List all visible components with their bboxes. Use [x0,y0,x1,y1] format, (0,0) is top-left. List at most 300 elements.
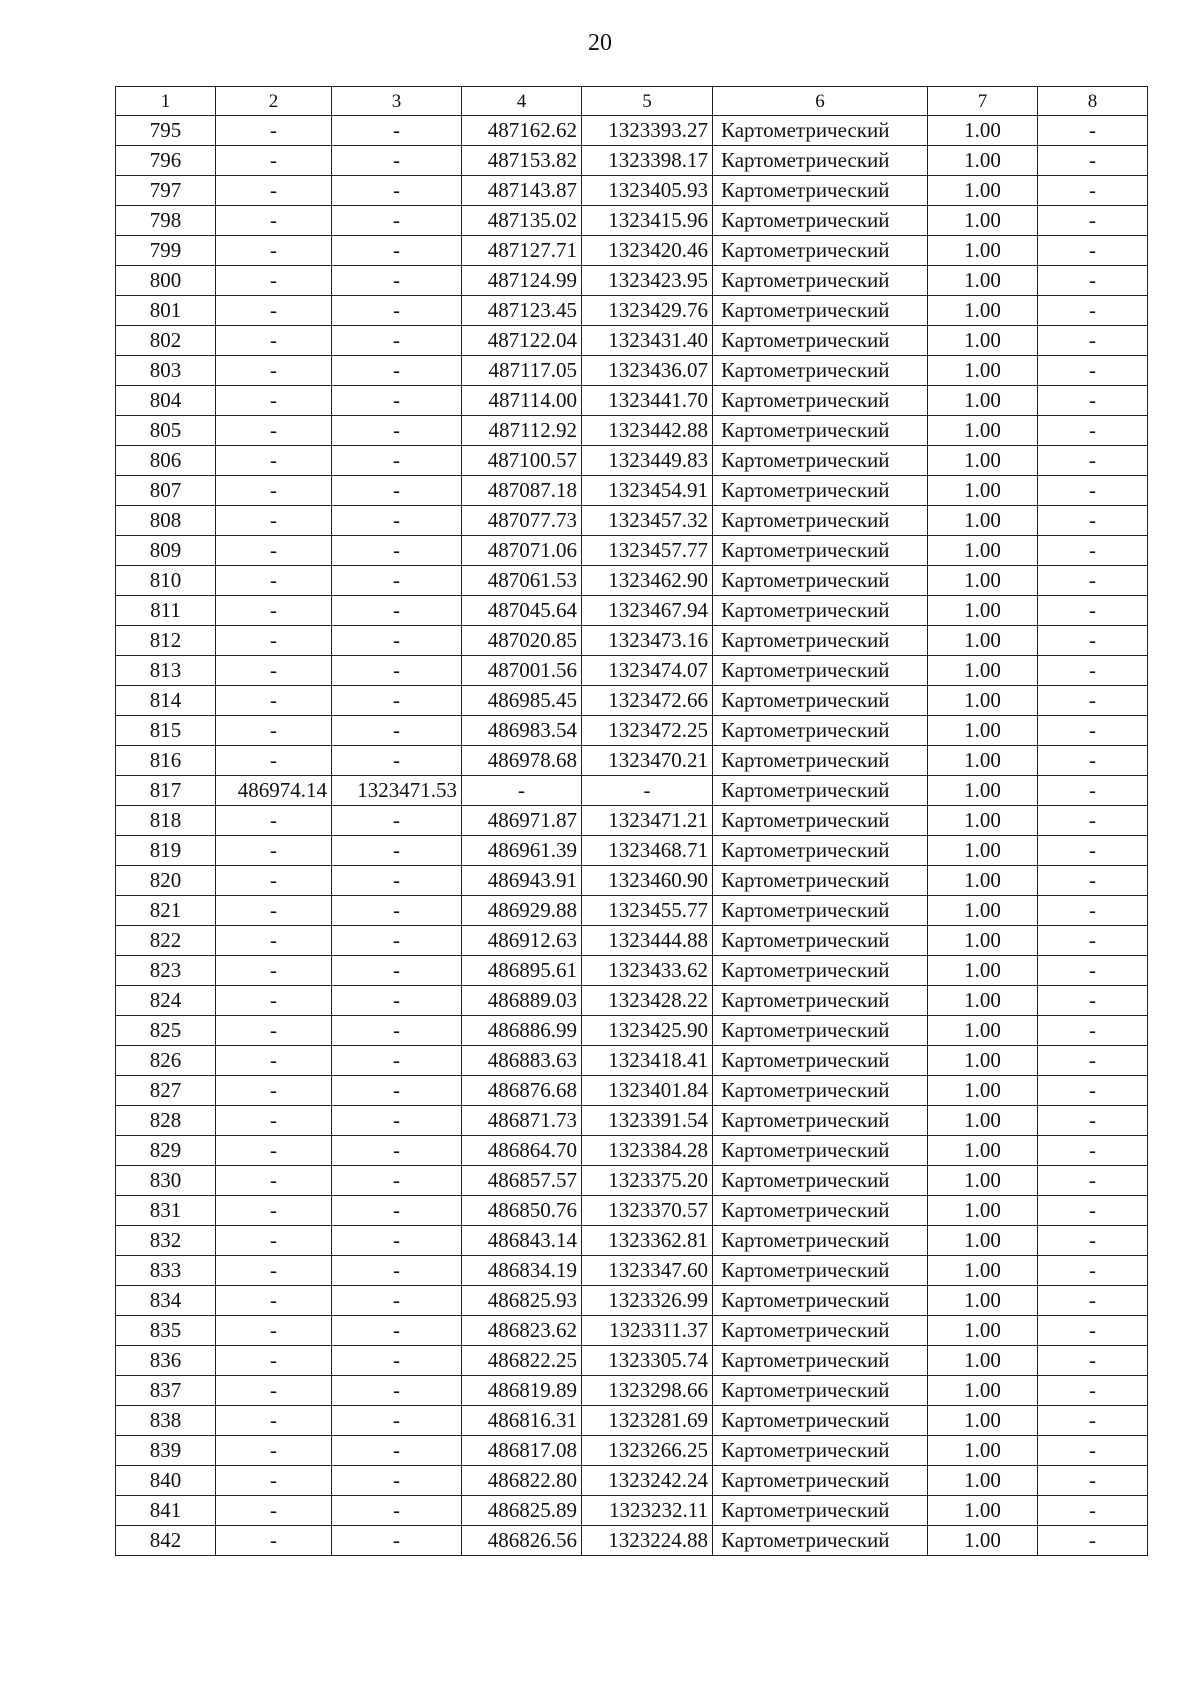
y-old-cell: - [332,1076,462,1106]
table-row [116,1286,1148,1316]
x-old-cell: - [216,1226,332,1256]
column-header-6: 6 [713,87,928,116]
y-new-cell: 1323393.27 [582,116,713,146]
y-new-cell: - [582,776,713,806]
table-row [116,896,1148,926]
x-new-cell: 487135.02 [462,206,582,236]
accuracy-cell: 1.00 [928,836,1038,866]
point-number-cell: 831 [116,1196,216,1226]
x-new-cell: 486817.08 [462,1436,582,1466]
method-cell: Картометрический [713,1106,928,1136]
point-number-cell: 808 [116,506,216,536]
y-new-cell: 1323460.90 [582,866,713,896]
x-new-cell: 487077.73 [462,506,582,536]
x-new-cell: 486819.89 [462,1376,582,1406]
y-old-cell: - [332,1226,462,1256]
point-number-cell: 833 [116,1256,216,1286]
description-cell: - [1038,1166,1148,1196]
accuracy-cell: 1.00 [928,176,1038,206]
description-cell: - [1038,1436,1148,1466]
accuracy-cell: 1.00 [928,296,1038,326]
method-cell: Картометрический [713,1346,928,1376]
point-number-cell: 825 [116,1016,216,1046]
table-row [116,1526,1148,1556]
description-cell: - [1038,356,1148,386]
accuracy-cell: 1.00 [928,566,1038,596]
method-cell: Картометрический [713,386,928,416]
x-old-cell: - [216,686,332,716]
description-cell: - [1038,1406,1148,1436]
accuracy-cell: 1.00 [928,1466,1038,1496]
y-old-cell: - [332,1406,462,1436]
table-row [116,1166,1148,1196]
y-old-cell: - [332,326,462,356]
point-number-cell: 841 [116,1496,216,1526]
y-new-cell: 1323425.90 [582,1016,713,1046]
x-old-cell: - [216,146,332,176]
accuracy-cell: 1.00 [928,1046,1038,1076]
method-cell: Картометрический [713,1526,928,1556]
point-number-cell: 821 [116,896,216,926]
y-old-cell: - [332,716,462,746]
x-old-cell: - [216,536,332,566]
y-old-cell: - [332,1466,462,1496]
point-number-cell: 801 [116,296,216,326]
y-new-cell: 1323429.76 [582,296,713,326]
point-number-cell: 802 [116,326,216,356]
x-new-cell: 487061.53 [462,566,582,596]
y-new-cell: 1323384.28 [582,1136,713,1166]
x-old-cell: - [216,1286,332,1316]
method-cell: Картометрический [713,836,928,866]
y-old-cell: - [332,1196,462,1226]
description-cell: - [1038,386,1148,416]
accuracy-cell: 1.00 [928,1526,1038,1556]
description-cell: - [1038,926,1148,956]
y-old-cell: - [332,836,462,866]
y-new-cell: 1323428.22 [582,986,713,1016]
x-new-cell: 486971.87 [462,806,582,836]
y-new-cell: 1323472.66 [582,686,713,716]
y-new-cell: 1323457.77 [582,536,713,566]
method-cell: Картометрический [713,1076,928,1106]
accuracy-cell: 1.00 [928,896,1038,926]
point-number-cell: 807 [116,476,216,506]
y-old-cell: - [332,896,462,926]
table-row [116,1496,1148,1526]
y-old-cell: - [332,686,462,716]
x-old-cell: - [216,1046,332,1076]
y-new-cell: 1323423.95 [582,266,713,296]
description-cell: - [1038,986,1148,1016]
point-number-cell: 795 [116,116,216,146]
column-header-3: 3 [332,87,462,116]
y-new-cell: 1323391.54 [582,1106,713,1136]
y-old-cell: - [332,1436,462,1466]
description-cell: - [1038,686,1148,716]
y-old-cell: - [332,296,462,326]
x-new-cell: 487114.00 [462,386,582,416]
y-old-cell: - [332,416,462,446]
description-cell: - [1038,206,1148,236]
column-header-1: 1 [116,87,216,116]
point-number-cell: 813 [116,656,216,686]
description-cell: - [1038,266,1148,296]
x-new-cell: 486929.88 [462,896,582,926]
y-old-cell: - [332,1016,462,1046]
x-old-cell: - [216,506,332,536]
table-row [116,1376,1148,1406]
point-number-cell: 799 [116,236,216,266]
description-cell: - [1038,1496,1148,1526]
y-old-cell: - [332,1316,462,1346]
x-old-cell: - [216,1016,332,1046]
x-old-cell: - [216,386,332,416]
y-old-cell: - [332,1046,462,1076]
y-old-cell: - [332,356,462,386]
x-old-cell: - [216,1316,332,1346]
y-old-cell: - [332,1136,462,1166]
method-cell: Картометрический [713,476,928,506]
accuracy-cell: 1.00 [928,746,1038,776]
method-cell: Картометрический [713,266,928,296]
description-cell: - [1038,716,1148,746]
point-number-cell: 824 [116,986,216,1016]
point-number-cell: 828 [116,1106,216,1136]
x-old-cell: - [216,1346,332,1376]
description-cell: - [1038,896,1148,926]
y-new-cell: 1323454.91 [582,476,713,506]
table-row [116,266,1148,296]
table-row [116,236,1148,266]
y-old-cell: - [332,1526,462,1556]
table-row [116,1346,1148,1376]
description-cell: - [1038,506,1148,536]
description-cell: - [1038,476,1148,506]
accuracy-cell: 1.00 [928,116,1038,146]
table-header-row [116,87,1148,116]
y-new-cell: 1323436.07 [582,356,713,386]
method-cell: Картометрический [713,626,928,656]
method-cell: Картометрический [713,1166,928,1196]
x-old-cell: - [216,326,332,356]
description-cell: - [1038,1106,1148,1136]
x-new-cell: 486857.57 [462,1166,582,1196]
accuracy-cell: 1.00 [928,1256,1038,1286]
point-number-cell: 818 [116,806,216,836]
method-cell: Картометрический [713,1466,928,1496]
point-number-cell: 820 [116,866,216,896]
method-cell: Картометрический [713,806,928,836]
accuracy-cell: 1.00 [928,1376,1038,1406]
accuracy-cell: 1.00 [928,236,1038,266]
y-old-cell: 1323471.53 [332,776,462,806]
method-cell: Картометрический [713,956,928,986]
accuracy-cell: 1.00 [928,476,1038,506]
accuracy-cell: 1.00 [928,146,1038,176]
x-new-cell: 487071.06 [462,536,582,566]
table-row [116,1406,1148,1436]
x-new-cell: 486850.76 [462,1196,582,1226]
y-new-cell: 1323449.83 [582,446,713,476]
y-new-cell: 1323468.71 [582,836,713,866]
y-old-cell: - [332,1166,462,1196]
accuracy-cell: 1.00 [928,356,1038,386]
method-cell: Картометрический [713,1286,928,1316]
x-old-cell: - [216,116,332,146]
y-new-cell: 1323444.88 [582,926,713,956]
point-number-cell: 810 [116,566,216,596]
column-header-5: 5 [582,87,713,116]
table-row [116,566,1148,596]
point-number-cell: 837 [116,1376,216,1406]
x-old-cell: - [216,1526,332,1556]
y-old-cell: - [332,1346,462,1376]
x-old-cell: - [216,986,332,1016]
description-cell: - [1038,566,1148,596]
table-row [116,986,1148,1016]
x-new-cell: 486985.45 [462,686,582,716]
description-cell: - [1038,746,1148,776]
x-new-cell: 486816.31 [462,1406,582,1436]
method-cell: Картометрический [713,1256,928,1286]
x-old-cell: - [216,1436,332,1466]
accuracy-cell: 1.00 [928,1496,1038,1526]
point-number-cell: 797 [116,176,216,206]
description-cell: - [1038,1136,1148,1166]
x-new-cell: 487045.64 [462,596,582,626]
description-cell: - [1038,1286,1148,1316]
table-row [116,176,1148,206]
accuracy-cell: 1.00 [928,596,1038,626]
method-cell: Картометрический [713,1136,928,1166]
accuracy-cell: 1.00 [928,1286,1038,1316]
accuracy-cell: 1.00 [928,626,1038,656]
table-row [116,506,1148,536]
accuracy-cell: 1.00 [928,656,1038,686]
point-number-cell: 809 [116,536,216,566]
point-number-cell: 822 [116,926,216,956]
x-new-cell: 486823.62 [462,1316,582,1346]
x-old-cell: - [216,356,332,386]
point-number-cell: 827 [116,1076,216,1106]
method-cell: Картометрический [713,536,928,566]
description-cell: - [1038,176,1148,206]
point-number-cell: 842 [116,1526,216,1556]
description-cell: - [1038,836,1148,866]
table-row [116,536,1148,566]
column-header-4: 4 [462,87,582,116]
y-new-cell: 1323442.88 [582,416,713,446]
x-old-cell: - [216,416,332,446]
table-row [116,206,1148,236]
description-cell: - [1038,296,1148,326]
x-old-cell: - [216,896,332,926]
y-new-cell: 1323375.20 [582,1166,713,1196]
method-cell: Картометрический [713,1046,928,1076]
method-cell: Картометрический [713,1496,928,1526]
y-old-cell: - [332,926,462,956]
x-old-cell: - [216,266,332,296]
description-cell: - [1038,596,1148,626]
x-old-cell: - [216,1376,332,1406]
description-cell: - [1038,956,1148,986]
description-cell: - [1038,1196,1148,1226]
y-new-cell: 1323281.69 [582,1406,713,1436]
method-cell: Картометрический [713,986,928,1016]
description-cell: - [1038,146,1148,176]
x-old-cell: - [216,626,332,656]
table-row [116,416,1148,446]
y-old-cell: - [332,146,462,176]
accuracy-cell: 1.00 [928,446,1038,476]
accuracy-cell: 1.00 [928,1016,1038,1046]
table-row [116,1196,1148,1226]
table-row [116,596,1148,626]
y-new-cell: 1323298.66 [582,1376,713,1406]
point-number-cell: 806 [116,446,216,476]
method-cell: Картометрический [713,1376,928,1406]
x-old-cell: - [216,476,332,506]
table-body [116,116,1148,1556]
y-new-cell: 1323455.77 [582,896,713,926]
y-new-cell: 1323418.41 [582,1046,713,1076]
y-new-cell: 1323362.81 [582,1226,713,1256]
y-new-cell: 1323441.70 [582,386,713,416]
description-cell: - [1038,1466,1148,1496]
x-old-cell: - [216,1136,332,1166]
accuracy-cell: 1.00 [928,1106,1038,1136]
x-new-cell: 487100.57 [462,446,582,476]
table-row [116,686,1148,716]
accuracy-cell: 1.00 [928,686,1038,716]
table-row [116,1466,1148,1496]
y-new-cell: 1323433.62 [582,956,713,986]
table-row [116,296,1148,326]
y-new-cell: 1323420.46 [582,236,713,266]
table-row [116,716,1148,746]
method-cell: Картометрический [713,896,928,926]
x-new-cell: 487143.87 [462,176,582,206]
point-number-cell: 830 [116,1166,216,1196]
x-new-cell: 487122.04 [462,326,582,356]
accuracy-cell: 1.00 [928,1136,1038,1166]
x-new-cell: 486889.03 [462,986,582,1016]
description-cell: - [1038,536,1148,566]
x-old-cell: - [216,296,332,326]
x-old-cell: - [216,806,332,836]
accuracy-cell: 1.00 [928,1226,1038,1256]
method-cell: Картометрический [713,446,928,476]
y-old-cell: - [332,806,462,836]
y-new-cell: 1323401.84 [582,1076,713,1106]
method-cell: Картометрический [713,1436,928,1466]
method-cell: Картометрический [713,356,928,386]
y-new-cell: 1323232.11 [582,1496,713,1526]
x-new-cell: 486843.14 [462,1226,582,1256]
table-row [116,1076,1148,1106]
x-old-cell: - [216,1166,332,1196]
x-new-cell: 486883.63 [462,1046,582,1076]
x-old-cell: - [216,1496,332,1526]
table-row [116,1016,1148,1046]
x-new-cell: 486895.61 [462,956,582,986]
x-new-cell: 486822.25 [462,1346,582,1376]
accuracy-cell: 1.00 [928,326,1038,356]
point-number-cell: 815 [116,716,216,746]
description-cell: - [1038,1526,1148,1556]
x-old-cell: - [216,1196,332,1226]
x-new-cell: 486943.91 [462,866,582,896]
point-number-cell: 819 [116,836,216,866]
point-number-cell: 826 [116,1046,216,1076]
y-new-cell: 1323472.25 [582,716,713,746]
table-row [116,836,1148,866]
point-number-cell: 829 [116,1136,216,1166]
y-new-cell: 1323305.74 [582,1346,713,1376]
y-new-cell: 1323398.17 [582,146,713,176]
table-row [116,806,1148,836]
x-old-cell: - [216,836,332,866]
description-cell: - [1038,116,1148,146]
accuracy-cell: 1.00 [928,536,1038,566]
table-row [116,956,1148,986]
point-number-cell: 834 [116,1286,216,1316]
method-cell: Картометрический [713,926,928,956]
point-number-cell: 798 [116,206,216,236]
point-number-cell: 803 [116,356,216,386]
point-number-cell: 835 [116,1316,216,1346]
x-new-cell: 486825.93 [462,1286,582,1316]
description-cell: - [1038,806,1148,836]
x-new-cell: 487124.99 [462,266,582,296]
accuracy-cell: 1.00 [928,206,1038,236]
x-old-cell: - [216,206,332,236]
y-old-cell: - [332,1376,462,1406]
x-old-cell: - [216,926,332,956]
y-new-cell: 1323415.96 [582,206,713,236]
method-cell: Картометрический [713,116,928,146]
y-new-cell: 1323266.25 [582,1436,713,1466]
method-cell: Картометрический [713,686,928,716]
method-cell: Картометрический [713,596,928,626]
accuracy-cell: 1.00 [928,1196,1038,1226]
y-old-cell: - [332,236,462,266]
description-cell: - [1038,1226,1148,1256]
accuracy-cell: 1.00 [928,416,1038,446]
accuracy-cell: 1.00 [928,716,1038,746]
x-new-cell: 486871.73 [462,1106,582,1136]
description-cell: - [1038,1256,1148,1286]
accuracy-cell: 1.00 [928,806,1038,836]
x-new-cell: 486886.99 [462,1016,582,1046]
table-row [116,1256,1148,1286]
column-header-2: 2 [216,87,332,116]
method-cell: Картометрический [713,326,928,356]
table-row [116,1106,1148,1136]
y-old-cell: - [332,506,462,536]
method-cell: Картометрический [713,656,928,686]
table-row [116,386,1148,416]
method-cell: Картометрический [713,776,928,806]
description-cell: - [1038,1046,1148,1076]
accuracy-cell: 1.00 [928,776,1038,806]
table-row [116,326,1148,356]
method-cell: Картометрический [713,1406,928,1436]
x-new-cell: 487001.56 [462,656,582,686]
y-old-cell: - [332,446,462,476]
y-old-cell: - [332,566,462,596]
